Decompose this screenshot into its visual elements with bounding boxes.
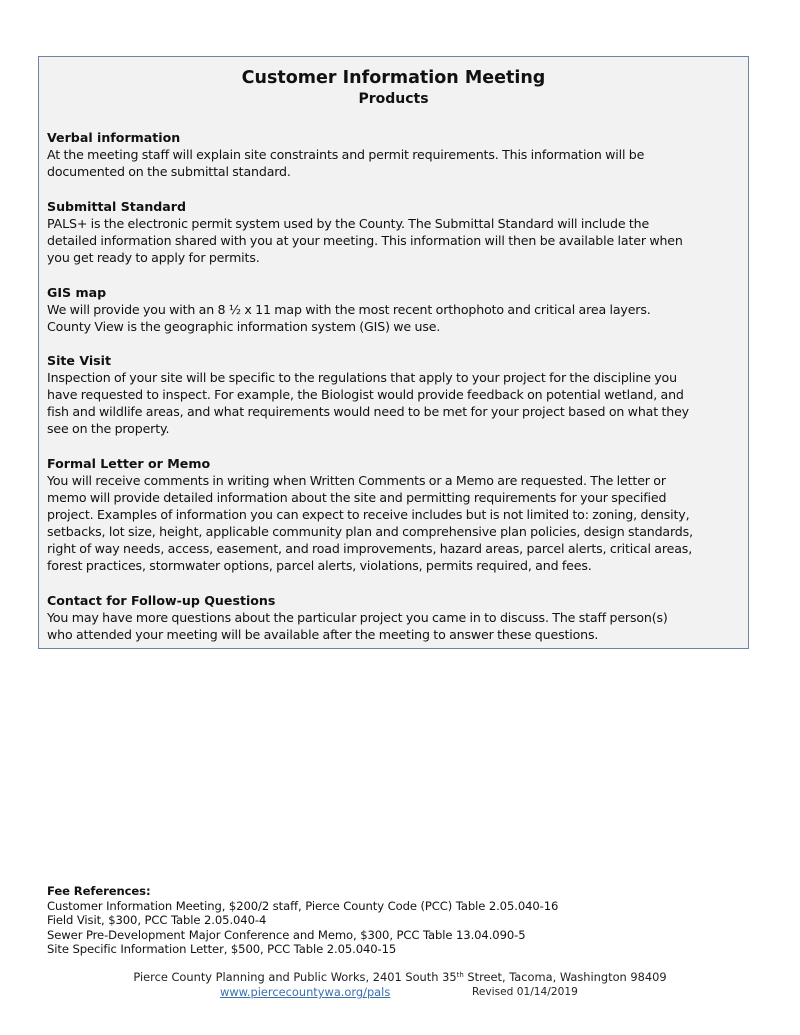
- fee-item: Sewer Pre-Development Major Conference and Memo, $300, PCC Table 13.04.090-5: [47, 927, 526, 942]
- footer-address: Pierce County Planning and Public Works, 2401 South 35th Street, Tacoma, Washington 98409: [133, 970, 667, 984]
- section-heading: Verbal information: [47, 130, 181, 145]
- page-subtitle: Products: [358, 91, 429, 107]
- fee-references: [47, 884, 558, 957]
- section-body: You may have more questions about the particular project you came in to discuss. The staff person(s) who attended your meeting will be available after the meeting to answer these questions.: [47, 610, 668, 643]
- section-body: Inspection of your site will be specific to the regulations that apply to your project for the discipline you have requested to inspect. For example, the Biologist would provide feedback on potential wetland, and fish and wildlife areas, and what requirements would need to be met for your project based on what they see on the property.: [47, 370, 689, 437]
- section-follow-up-questions: [47, 592, 748, 643]
- products-info-box: [38, 56, 749, 649]
- section-heading: Site Visit: [47, 353, 112, 368]
- section-heading: Contact for Follow-up Questions: [47, 593, 276, 608]
- page-title: Customer Information Meeting: [241, 68, 546, 88]
- section-verbal-information: [47, 129, 748, 180]
- section-body: You will receive comments in writing when Written Comments or a Memo are requested. The letter or memo will provide detailed information about the site and permitting requirements for your specified project. Examples of information you can expect to receive includes but is not limited to: zoning, density, setbacks, lot size, height, applicable community plan and comprehensive plan policies, design standards, right of way needs, access, easement, and road improvements, hazard areas, parcel alerts, critical areas, forest practices, stormwater options, parcel alerts, violations, permits required, and fees.: [47, 473, 693, 574]
- section-heading: Submittal Standard: [47, 199, 187, 214]
- section-body: We will provide you with an 8 ½ x 11 map with the most recent orthophoto and critical area layers. County View is the geographic information system (GIS) we use.: [47, 302, 651, 335]
- section-submittal-standard: [47, 198, 748, 266]
- section-body: PALS+ is the electronic permit system used by the County. The Submittal Standard will include the detailed information shared with you at your meeting. This information will then be available later when you get ready to apply for permits.: [47, 216, 683, 266]
- section-formal-letter-memo: [47, 455, 748, 575]
- revised-date: Revised 01/14/2019: [472, 986, 578, 998]
- fee-references-heading: Fee References:: [47, 884, 151, 898]
- section-site-visit: [47, 352, 748, 437]
- fee-item: Site Specific Information Letter, $500, PCC Table 2.05.040-15: [47, 942, 397, 957]
- section-body: At the meeting staff will explain site constraints and permit requirements. This information will be documented on the submittal standard.: [47, 147, 645, 180]
- section-gis-map: [47, 284, 748, 335]
- section-heading: Formal Letter or Memo: [47, 456, 211, 471]
- fee-item: Customer Information Meeting, $200/2 staff, Pierce County Code (PCC) Table 2.05.040-16: [47, 898, 559, 913]
- section-heading: GIS map: [47, 285, 107, 300]
- fee-item: Field Visit, $300, PCC Table 2.05.040-4: [47, 913, 267, 928]
- pals-website-link[interactable]: www.piercecountywa.org/pals: [220, 985, 391, 999]
